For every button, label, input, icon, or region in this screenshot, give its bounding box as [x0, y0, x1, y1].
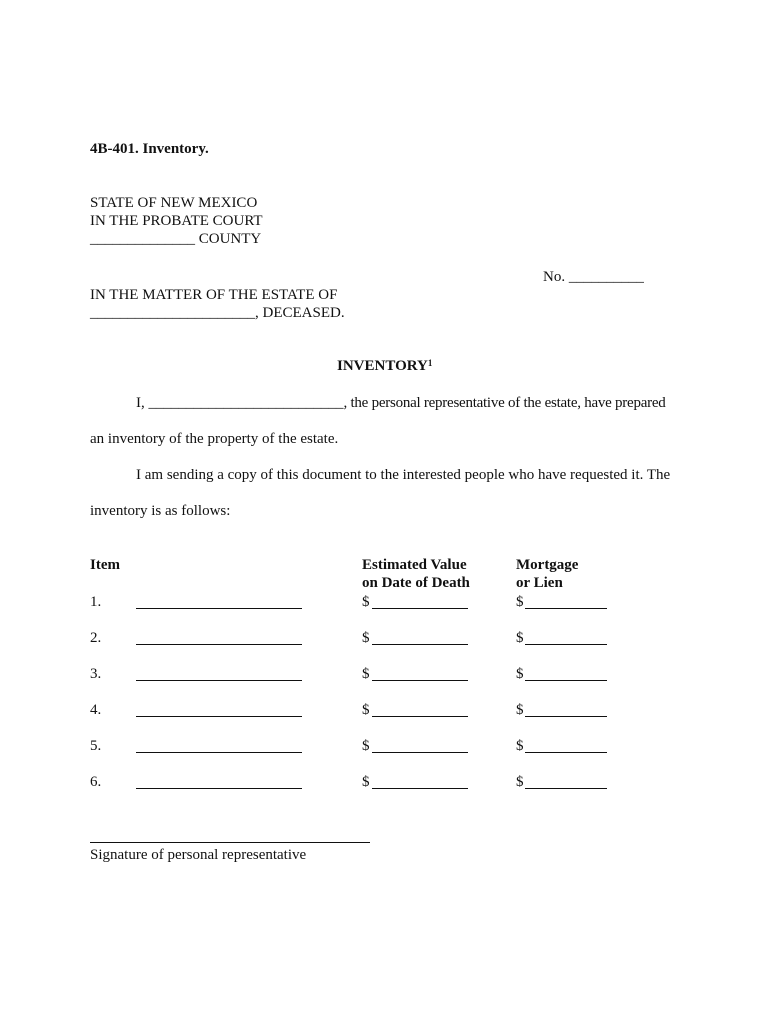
column-header-value-line-1: Estimated Value [362, 557, 467, 573]
value-blank[interactable] [372, 716, 468, 717]
value-currency: $ [362, 702, 370, 718]
lien-blank[interactable] [525, 788, 607, 789]
p1-start: I, [136, 395, 149, 411]
item-description-blank[interactable] [136, 680, 302, 681]
paragraph-2-line-2: inventory is as follows: [90, 503, 231, 519]
row-number: 4. [90, 702, 102, 718]
lien-currency: $ [516, 774, 524, 790]
lien-currency: $ [516, 594, 524, 610]
item-description-blank[interactable] [136, 716, 302, 717]
decedent-name-blank[interactable]: ______________________ [90, 305, 255, 321]
column-header-lien-line-1: Mortgage [516, 557, 579, 573]
value-blank[interactable] [372, 752, 468, 753]
court-name: IN THE PROBATE COURT [90, 213, 263, 229]
value-currency: $ [362, 774, 370, 790]
title-footnote: 1 [427, 358, 433, 368]
representative-name-blank[interactable]: __________________________ [148, 395, 344, 411]
paragraph-1-line-2: an inventory of the property of the estate. [90, 431, 339, 447]
value-currency: $ [362, 738, 370, 754]
row-number: 1. [90, 594, 102, 610]
signature-label: Signature of personal representative [90, 847, 307, 863]
case-number-blank[interactable]: __________ [568, 269, 644, 285]
lien-blank[interactable] [525, 644, 607, 645]
lien-currency: $ [516, 630, 524, 646]
matter-line: IN THE MATTER OF THE ESTATE OF [90, 287, 338, 303]
value-blank[interactable] [372, 644, 468, 645]
lien-blank[interactable] [525, 716, 607, 717]
value-currency: $ [362, 594, 370, 610]
county-label: COUNTY [195, 231, 262, 247]
item-description-blank[interactable] [136, 752, 302, 753]
row-number: 5. [90, 738, 102, 754]
lien-blank[interactable] [525, 680, 607, 681]
column-header-value-line-2: on Date of Death [362, 575, 470, 591]
lien-currency: $ [516, 702, 524, 718]
lien-blank[interactable] [525, 608, 607, 609]
decedent-line [90, 304, 345, 322]
lien-currency: $ [516, 666, 524, 682]
item-description-blank[interactable] [136, 788, 302, 789]
row-number: 3. [90, 666, 102, 682]
paragraph-2-line-1: I am sending a copy of this document to the interested people who have requested it. The [136, 467, 671, 483]
case-number [543, 268, 644, 286]
state-name: STATE OF NEW MEXICO [90, 195, 258, 211]
value-blank[interactable] [372, 788, 468, 789]
paragraph-1-line-1 [136, 394, 666, 412]
title-text: INVENTORY [337, 358, 428, 374]
p1-rest: , the personal representative of the estate, have prepared [343, 395, 666, 411]
row-number: 6. [90, 774, 102, 790]
value-blank[interactable] [372, 680, 468, 681]
signature-line[interactable] [90, 842, 370, 843]
item-description-blank[interactable] [136, 644, 302, 645]
lien-blank[interactable] [525, 752, 607, 753]
row-number: 2. [90, 630, 102, 646]
item-description-blank[interactable] [136, 608, 302, 609]
lien-currency: $ [516, 738, 524, 754]
rule-heading: 4B-401. Inventory. [90, 141, 209, 157]
county-line [90, 230, 261, 248]
document-title [337, 357, 432, 375]
column-header-lien-line-2: or Lien [516, 575, 563, 591]
value-currency: $ [362, 666, 370, 682]
column-header-item: Item [90, 557, 120, 573]
value-blank[interactable] [372, 608, 468, 609]
value-currency: $ [362, 630, 370, 646]
deceased-label: , DECEASED. [255, 305, 345, 321]
case-number-label: No. [543, 269, 569, 285]
county-blank[interactable]: ______________ [90, 231, 195, 247]
